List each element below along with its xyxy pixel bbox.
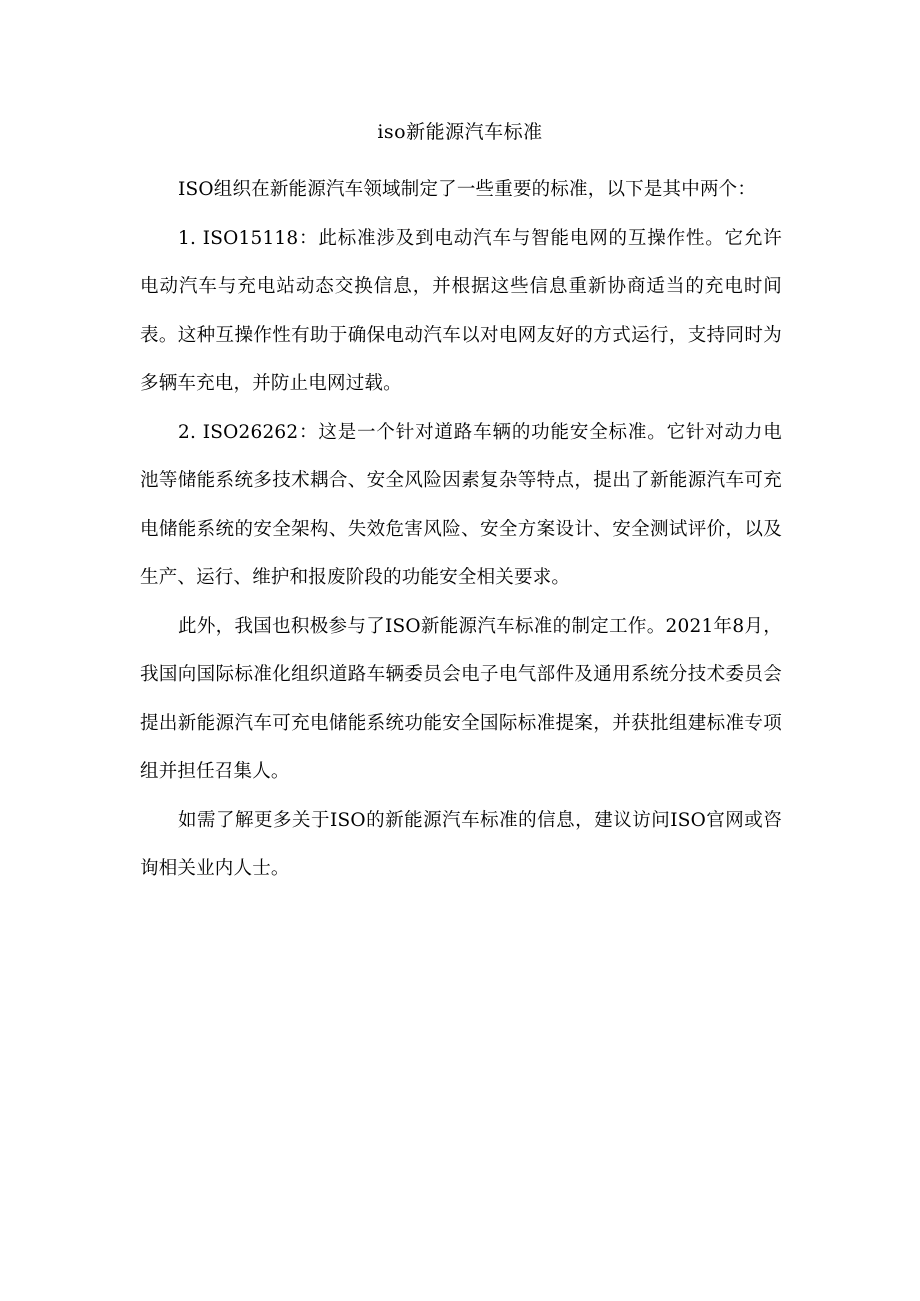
document-body bbox=[140, 166, 782, 894]
iso26262-paragraph: 2. ISO26262：这是一个针对道路车辆的功能安全标准。它针对动力电池等储能系统多技术耦合、安全风险因素复杂等特点，提出了新能源汽车可充电储能系统的安全架构、失效危害风险、安全方案设计、安全测试评价，以及生产、运行、维护和报废阶段的功能安全相关要求。 bbox=[140, 421, 782, 588]
intro-paragraph: ISO组织在新能源汽车领域制定了一些重要的标准，以下是其中两个： bbox=[178, 179, 757, 200]
china-participation-paragraph: 此外，我国也积极参与了ISO新能源汽车标准的制定工作。2021年8月，我国向国际标准化组织道路车辆委员会电子电气部件及通用系统分技术委员会提出新能源汽车可充电储能系统功能安全国际标准提案，并获批组建标准专项组并担任召集人。 bbox=[140, 615, 782, 782]
closing-paragraph: 如需了解更多关于ISO的新能源汽车标准的信息，建议访问ISO官网或咨询相关业内人士。 bbox=[140, 809, 782, 879]
iso15118-paragraph: 1. ISO15118：此标准涉及到电动汽车与智能电网的互操作性。它允许电动汽车与充电站动态交换信息，并根据这些信息重新协商适当的充电时间表。这种互操作性有助于确保电动汽车以对电网友好的方式运行，支持同时为多辆车充电，并防止电网过载。 bbox=[140, 227, 782, 394]
document-title: iso新能源汽车标准 bbox=[377, 121, 543, 143]
